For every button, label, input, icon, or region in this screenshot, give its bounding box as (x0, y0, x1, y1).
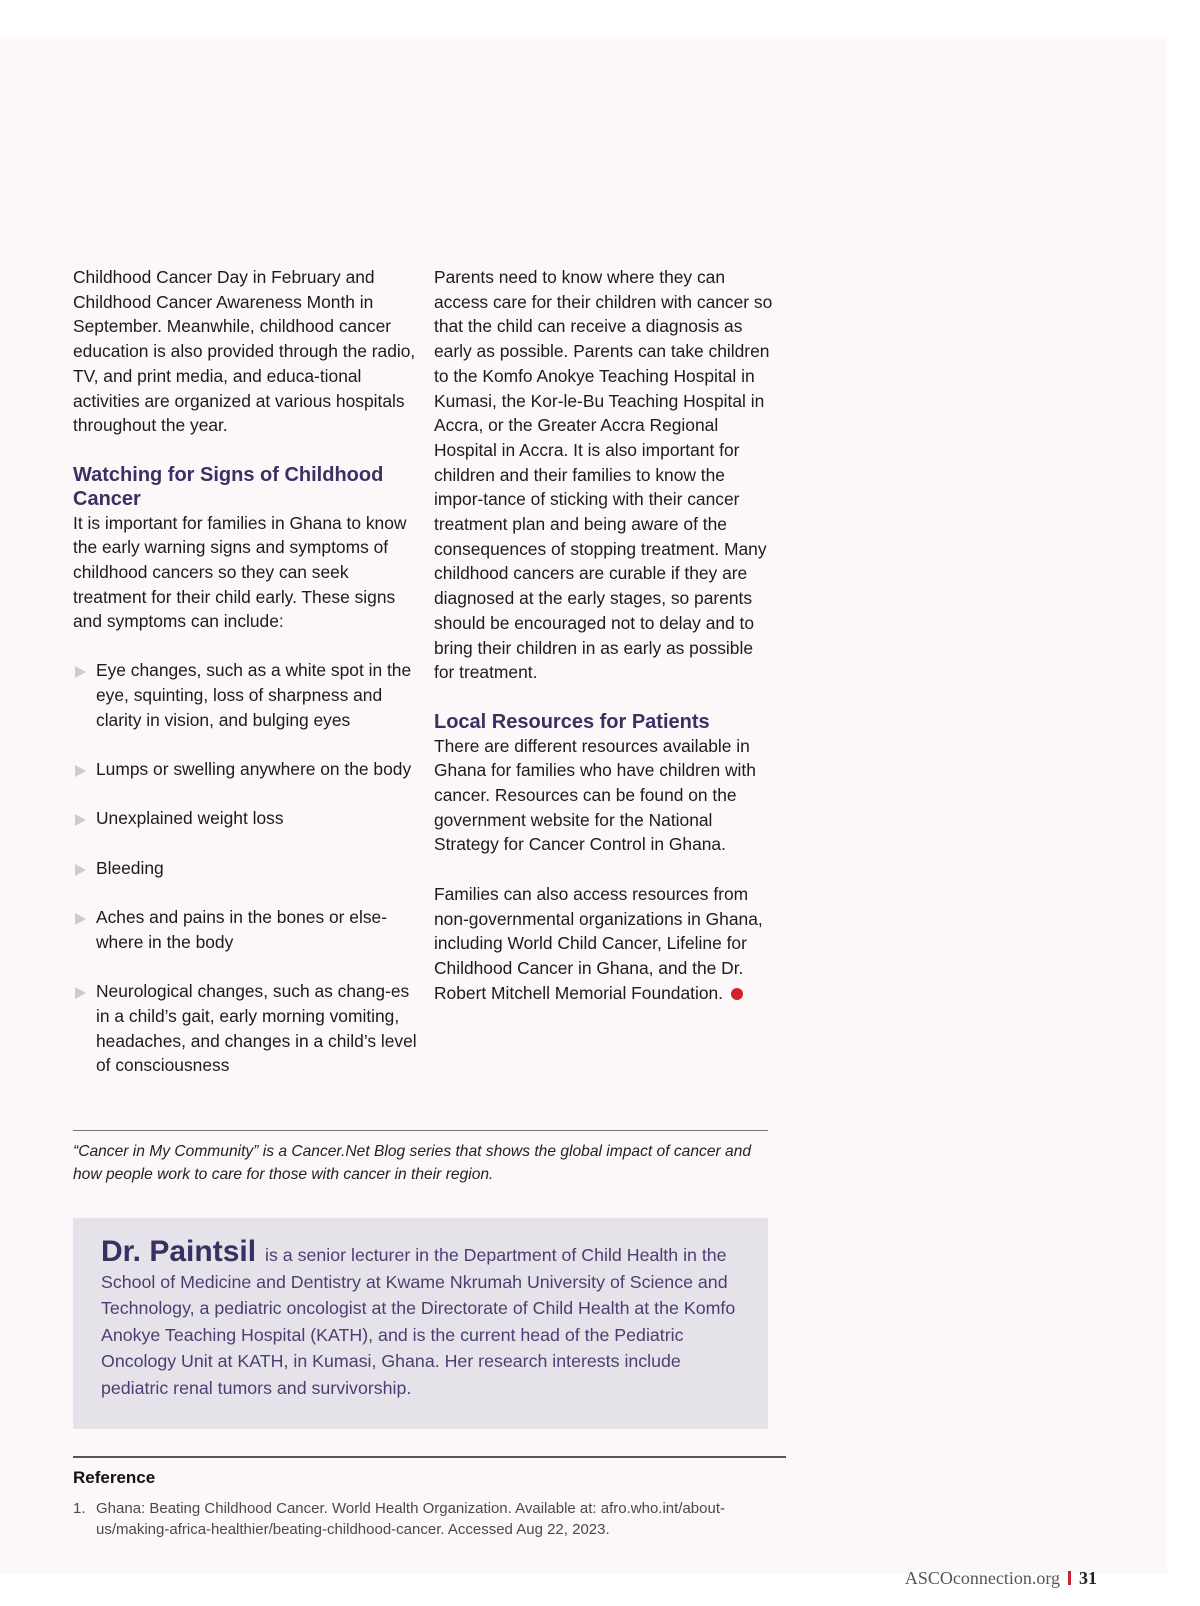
author-name: Dr. Paintsil (101, 1235, 257, 1268)
triangle-bullet-icon (75, 814, 86, 826)
site-name: ASCOconnection.org (904, 1568, 1060, 1588)
page-footer (905, 1568, 1097, 1589)
ngo-paragraph: Families can also access resources from non-governmental organizations in Ghana, including World Child Cancer, Lifeline for Childhood Cancer in Ghana, and the Dr. Robert Mitchell Memorial Foundation. (434, 883, 763, 1003)
reference-item (73, 1498, 793, 1540)
list-item: Unexplained weight loss (73, 806, 418, 831)
reference-heading: Reference (73, 1468, 156, 1487)
series-note: “Cancer in My Community” is a Cancer.Net Blog series that shows the global impact of cancer and how people work to care for those with cancer in their region. (73, 1143, 752, 1183)
signs-paragraph: It is important for families in Ghana to know the early warning signs and symptoms of childhood cancers so they can seek treatment for their child early. These signs and symptoms can include: (73, 512, 407, 632)
separator-bar (1068, 1571, 1071, 1585)
list-item: Aches and pains in the bones or else-where in the body (73, 905, 418, 954)
end-mark-icon (731, 988, 743, 1000)
divider (73, 1130, 768, 1131)
triangle-bullet-icon (75, 765, 86, 777)
list-item: Neurological changes, such as chang-es in a child’s gait, early morning vomiting, headaches, and changes in a child’s level of consciousness (73, 979, 418, 1078)
divider (73, 1456, 786, 1458)
intro-paragraph: Childhood Cancer Day in February and Childhood Cancer Awareness Month in September. Meanwhile, childhood cancer education is also provided through the radio, TV, and print media, and educa-tional activities are organized at various hospitals throughout the year. (73, 267, 416, 436)
page-number: 31 (1079, 1568, 1097, 1588)
triangle-bullet-icon (75, 666, 86, 678)
article-right-column (434, 265, 774, 1005)
magazine-page (0, 37, 1167, 1588)
access-care-paragraph: Parents need to know where they can access care for their children with cancer so that the child can receive a diagnosis as early as possible. Parents can take children to the Komfo Anokye Teaching Hospital in Kumasi, the Kor-le-Bu Teaching Hospital in Accra, or the Greater Accra Regional Hospital in Accra. It is also important for children and their families to know the impor-tance of sticking with their cancer treatment plan and being aware of the consequences of stopping treatment. Many childhood cancers are curable if they are diagnosed at the early stages, so parents should be encouraged not to delay and to bring their children in as early as possible for treatment. (434, 267, 773, 683)
list-item: Lumps or swelling anywhere on the body (73, 757, 418, 782)
section-heading-resources: Local Resources for Patients (434, 710, 710, 733)
triangle-bullet-icon (75, 864, 86, 876)
reference-number: 1. (73, 1500, 86, 1517)
resources-paragraph: There are different resources available in Ghana for families who have children with cancer. Resources can be found on the government website for the National Strategy for Cancer Control in Ghana. (434, 735, 756, 855)
reference-text: Ghana: Beating Childhood Cancer. World Health Organization. Available at: afro.who.int/about-us/making-africa-healthier/beating-childhood-cancer. Accessed Aug 22, 2023. (96, 1500, 725, 1538)
symptoms-list (73, 658, 418, 1078)
triangle-bullet-icon (75, 987, 86, 999)
list-item: Bleeding (73, 856, 418, 881)
reference-list (73, 1498, 793, 1540)
list-item: Eye changes, such as a white spot in the eye, squinting, loss of sharpness and clarity in vision, and bulging eyes (73, 658, 418, 732)
section-heading-signs: Watching for Signs of Childhood Cancer (73, 463, 384, 510)
triangle-bullet-icon (75, 913, 86, 925)
article-left-column (73, 265, 418, 1103)
author-bio-text: is a senior lecturer in the Department of Child Health in the School of Medicine and Dentistry at Kwame Nkrumah University of Science and Technology, a pediatric oncologist at the Directorate of Child Health at the Komfo Anokye Teaching Hospital (KATH), and is the current head of the Pediatric Oncology Unit at KATH, in Kumasi, Ghana. Her research interests include pediatric renal tumors and survivorship. (101, 1245, 736, 1398)
author-bio-box (73, 1218, 768, 1429)
